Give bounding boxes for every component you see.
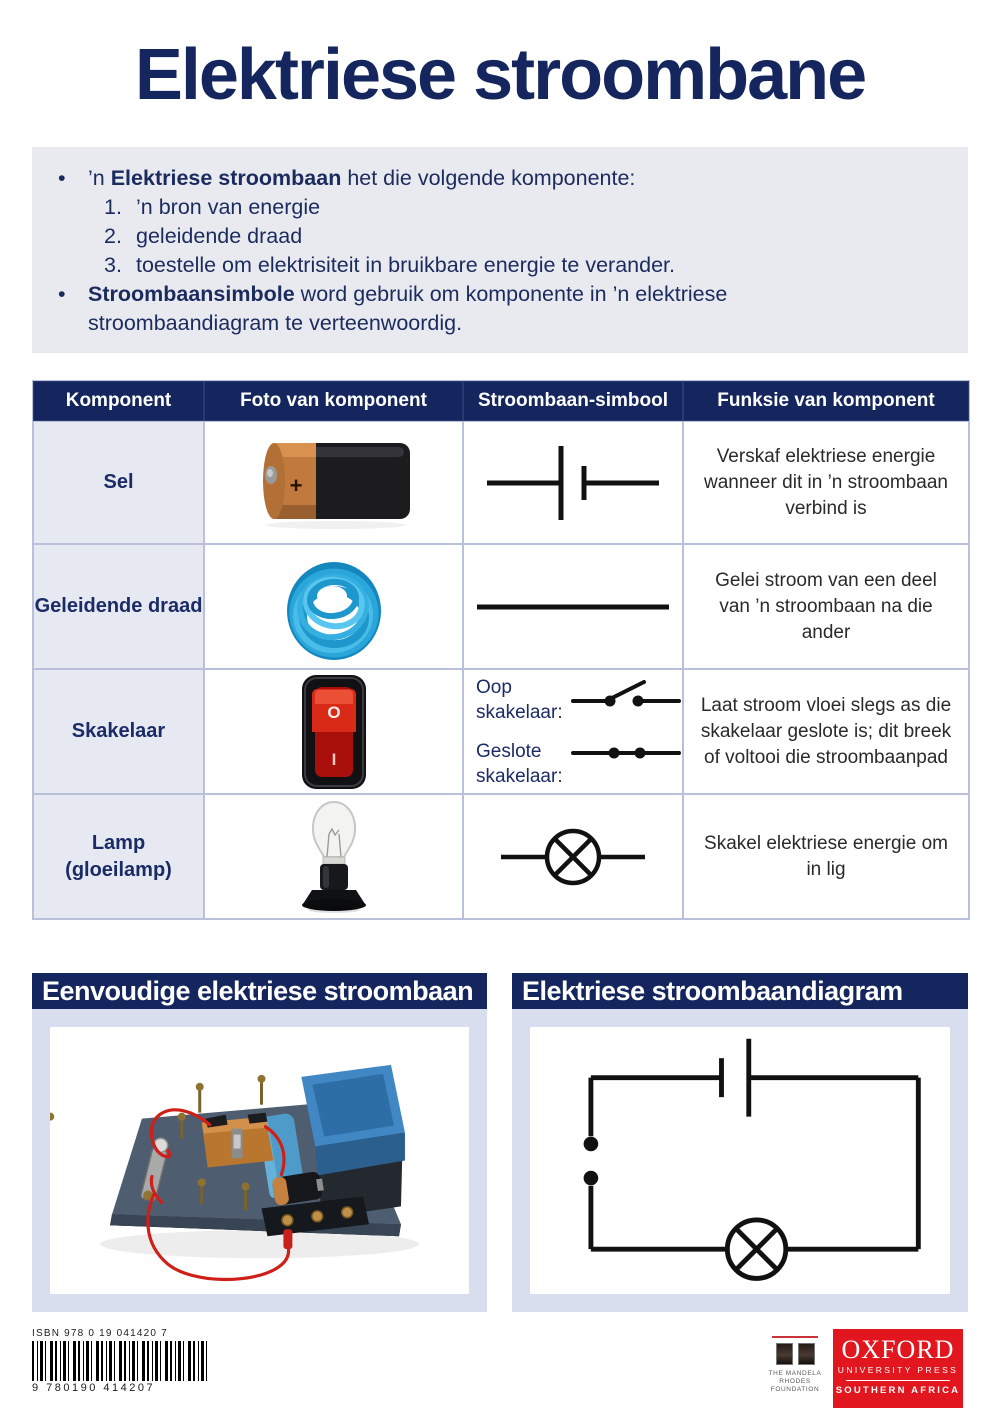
oxford-wordmark: OXFORD <box>841 1335 955 1364</box>
barcode-digits: 9 780190 414207 <box>32 1382 156 1394</box>
mandela-rhodes-logo <box>756 1336 834 1394</box>
function-sel: Verskaf elektriese energie wanneer dit in ’n stroombaan verbind is <box>683 421 969 544</box>
oxford-university-press-text: UNIVERSITY PRESS <box>837 1365 959 1375</box>
oxford-southern-africa-text: SOUTHERN AFRICA <box>835 1385 961 1396</box>
red-rocker-switch-photo <box>204 669 463 794</box>
cell-symbol <box>463 421 683 544</box>
function-draad: Gelei stroom van een deel van ’n stroombaan na die ander <box>683 544 969 669</box>
component-table <box>32 380 970 920</box>
isbn-barcode <box>32 1328 252 1394</box>
header-komponent: Komponent <box>33 381 204 421</box>
header-foto: Foto van komponent <box>204 381 463 421</box>
bullet-icon: • <box>58 282 66 306</box>
intro-bullet-2 <box>58 280 938 309</box>
intro-item-1: 1. ’n bron van energie <box>104 195 321 219</box>
intro-box <box>32 147 968 353</box>
rhodes-portrait-icon <box>798 1343 815 1365</box>
battery-d-cell-photo <box>204 421 463 544</box>
switch-symbols <box>463 669 683 794</box>
mandela-rhodes-text: THE MANDELA RHODES FOUNDATION <box>768 1370 822 1393</box>
circuit-diagram <box>530 1027 950 1294</box>
intro-bullet-1 <box>58 164 938 193</box>
light-bulb-photo <box>204 794 463 919</box>
closed-switch-label: Geslote skakelaar: <box>476 740 563 787</box>
component-label-lamp: Lamp (gloeilamp) <box>33 794 204 919</box>
blue-wire-coil-photo <box>204 544 463 669</box>
barcode-bars-icon <box>32 1341 210 1381</box>
intro-bullet-1-text: ’n Elektriese stroombaan het die volgende komponente: <box>88 166 636 190</box>
header-funksie: Funksie van komponent <box>683 381 969 421</box>
closed-switch-symbol <box>570 741 682 765</box>
intro-bullet-2-text: Stroombaansimbole word gebruik om komponente in ’n elektriese <box>88 282 728 306</box>
header-simbool: Stroombaan-simbool <box>463 381 683 421</box>
mandela-portrait-icon <box>776 1343 793 1365</box>
oxford-university-press-logo <box>833 1329 963 1408</box>
open-switch-symbol <box>570 677 682 711</box>
component-label-draad: Geleidende draad <box>33 544 204 669</box>
component-label-skakelaar: Skakelaar <box>33 669 204 794</box>
circuit-diagram-panel-title: Elektriese stroombaandiagram <box>512 973 968 1009</box>
svg-text:I: I <box>331 749 336 769</box>
svg-text:O: O <box>326 702 341 722</box>
simple-circuit-photo <box>50 1027 469 1294</box>
component-label-sel: Sel <box>33 421 204 544</box>
lamp-symbol <box>463 794 683 919</box>
svg-text:+: + <box>289 472 303 498</box>
intro-bullet-2-line2: stroombaandiagram te verteenwoordig. <box>88 311 463 335</box>
isbn-label: ISBN 978 0 19 041420 7 <box>32 1328 168 1339</box>
function-skakelaar: Laat stroom vloei slegs as die skakelaar geslote is; dit breek of voltooi die stroombaanpad <box>683 669 969 794</box>
oxford-divider <box>846 1380 950 1381</box>
circuit-diagram-panel <box>512 973 968 1312</box>
page-title: Elektriese stroombane <box>134 35 866 115</box>
closed-switch-row <box>464 739 682 789</box>
mandela-rhodes-wordmark <box>772 1336 818 1338</box>
simple-circuit-panel <box>32 973 487 1312</box>
wire-symbol <box>463 544 683 669</box>
function-lamp: Skakel elektriese energie om in lig <box>683 794 969 919</box>
open-switch-row <box>464 675 682 725</box>
simple-circuit-panel-title: Eenvoudige elektriese stroombaan <box>32 973 487 1009</box>
open-switch-label: Oop skakelaar: <box>476 676 563 723</box>
intro-item-2: 2. geleidende draad <box>104 224 303 248</box>
intro-item-3: 3. toestelle om elektrisiteit in bruikbare energie te verander. <box>104 253 675 277</box>
bullet-icon: • <box>58 166 66 190</box>
